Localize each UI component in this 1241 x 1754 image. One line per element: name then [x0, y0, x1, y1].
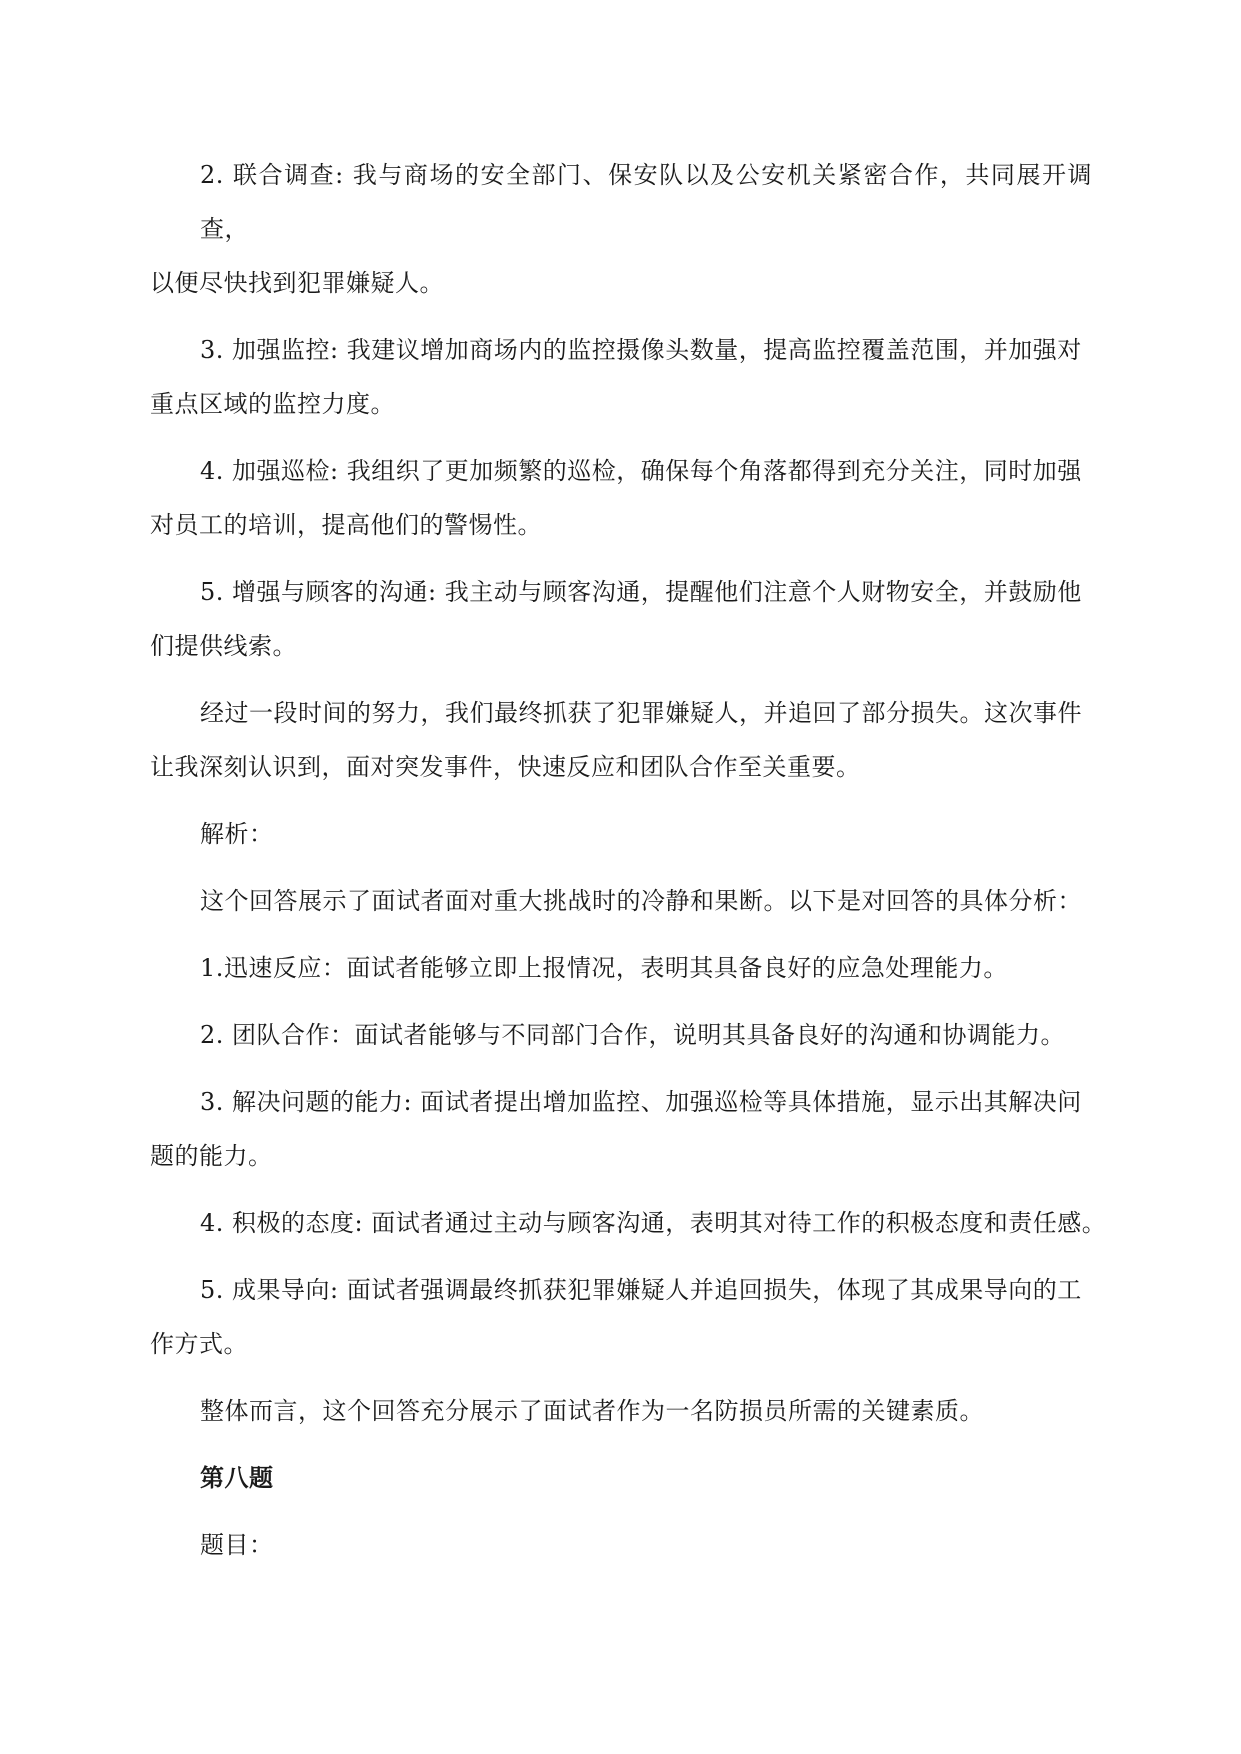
- analysis-label: 解析：: [200, 820, 274, 848]
- text-line: 3. 解决问题的能力: 面试者提出增加监控、加强巡检等具体措施，显示出其解决问: [200, 1088, 1082, 1116]
- text-line: 题的能力。: [150, 1142, 273, 1170]
- analysis-intro: 这个回答展示了面试者面对重大挑战时的冷静和果断。以下是对回答的具体分析：: [200, 887, 1082, 915]
- paragraph-customer-communication: [150, 565, 1092, 673]
- text-line: 5. 成果导向: 面试者强调最终抓获犯罪嫌疑人并追回损失，体现了其成果导向的工: [200, 1276, 1082, 1304]
- text-line: 经过一段时间的努力，我们最终抓获了犯罪嫌疑人，并追回了部分损失。这次事件: [200, 699, 1082, 727]
- analysis-item-teamwork: 2. 团队合作：面试者能够与不同部门合作，说明其具备良好的沟通和协调能力。: [200, 1021, 1066, 1049]
- analysis-item-positive-attitude: 4. 积极的态度: 面试者通过主动与顾客沟通，表明其对待工作的积极态度和责任感。: [200, 1209, 1107, 1237]
- analysis-item-result-oriented: [150, 1263, 1092, 1371]
- document-body: [150, 148, 1107, 1585]
- summary-paragraph: 整体而言，这个回答充分展示了面试者作为一名防损员所需的关键素质。: [200, 1397, 984, 1425]
- text-line: 以便尽快找到犯罪嫌疑人。: [150, 269, 444, 297]
- text-line: 作方式。: [150, 1330, 248, 1358]
- paragraph-outcome: [150, 686, 1092, 794]
- text-line: 们提供线索。: [150, 632, 297, 660]
- paragraph-strengthen-patrol: [150, 444, 1092, 552]
- text-line: 4. 加强巡检: 我组织了更加频繁的巡检，确保每个角落都得到充分关注，同时加强: [200, 457, 1082, 485]
- analysis-item-quick-response: 1.迅速反应：面试者能够立即上报情况，表明其具备良好的应急处理能力。: [200, 954, 1008, 982]
- paragraph-strengthen-monitoring: [150, 323, 1092, 431]
- question-heading: 第八题: [200, 1463, 274, 1492]
- text-line: 让我深刻认识到，面对突发事件，快速反应和团队合作至关重要。: [150, 753, 861, 781]
- text-line: 3. 加强监控: 我建议增加商场内的监控摄像头数量，提高监控覆盖范围，并加强对: [200, 336, 1082, 364]
- paragraph-joint-investigation: [150, 148, 1092, 310]
- text-line: 重点区域的监控力度。: [150, 390, 395, 418]
- text-line: 对员工的培训，提高他们的警惕性。: [150, 511, 542, 539]
- text-line: 5. 增强与顾客的沟通: 我主动与顾客沟通，提醒他们注意个人财物安全，并鼓励他: [200, 578, 1082, 606]
- text-line: 2. 联合调查: 我与商场的安全部门、保安队以及公安机关紧密合作，共同展开调查，: [200, 161, 1092, 243]
- question-label: 题目：: [200, 1531, 274, 1559]
- analysis-item-problem-solving: [150, 1075, 1092, 1183]
